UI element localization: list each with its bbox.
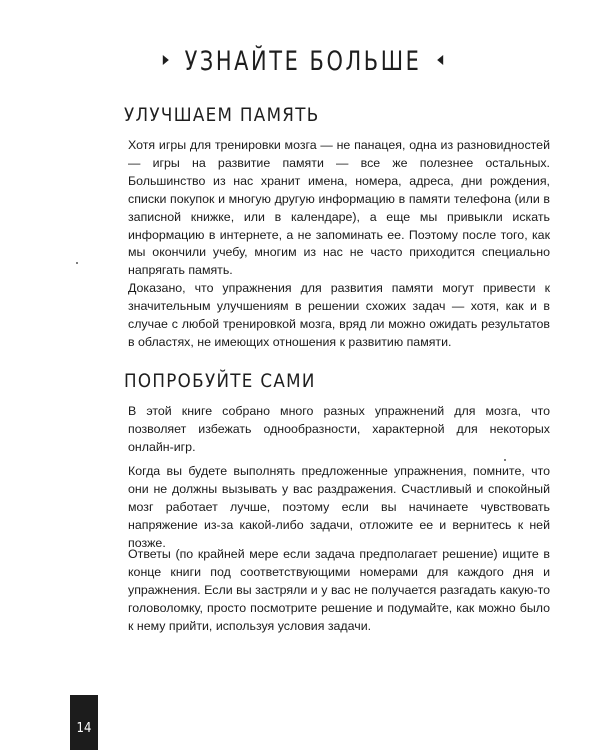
page-number: 14 — [76, 721, 92, 736]
paragraph: Ответы (по крайней мере если задача предполагает решение) ищите в конце книги под соответствующими номерами для каждого дня и упражнения. Если вы застряли и у вас не получается разгадать какую-то головоломку, просто посмотрите решение и подумайте, как можно было к нему прийти, используя условия задачи. — [128, 547, 550, 633]
header-title: УЗНАЙТЕ БОЛЬШЕ — [184, 46, 422, 77]
page-header — [73, 46, 532, 77]
print-speck — [76, 262, 78, 264]
triangle-left-icon — [437, 55, 443, 65]
paragraph: В этой книге собрано много разных упражнений для мозга, что позволяет избежать однообразности, характерной для некоторых онлайн-игр. — [128, 404, 550, 454]
paragraph: Хотя игры для тренировки мозга — не панацея, одна из разновидностей — игры на развитие памяти — все же полезнее остальных. Большинство из нас хранит имена, номера, адреса, дни рождения, списки покупок и многую другую информацию в памяти телефона (или в записной книжке, или в календаре), а еще мы привыкли искать информацию в интернете, а не запоминать ее. Поэтому после того, как мы окончили учебу, многим из нас не часто приходится специально напрягать память. — [128, 138, 550, 278]
section-title-try-yourself: ПОПРОБУЙТЕ САМИ — [124, 370, 316, 392]
section-title-memory: УЛУЧШАЕМ ПАМЯТЬ — [124, 104, 320, 126]
print-speck — [504, 459, 506, 461]
paragraph: Доказано, что упражнения для развития памяти могут привести к значительным улучшениям в решении схожих задач — хотя, как и в случае с любой тренировкой мозга, вряд ли можно ожидать результатов в областях, не имеющих отношения к развитию памяти. — [128, 281, 550, 349]
triangle-right-icon — [163, 55, 169, 65]
book-page — [36, 22, 570, 734]
paragraph: Когда вы будете выполнять предложенные упражнения, помните, что они не должны вызывать у вас раздражения. Счастливый и спокойный мозг работает лучше, поэтому если вы начинаете чувствовать напряжение из-за какой-либо задачи, отложите ее и вернитесь к ней позже. — [128, 464, 550, 550]
page-number-tab — [70, 695, 98, 750]
